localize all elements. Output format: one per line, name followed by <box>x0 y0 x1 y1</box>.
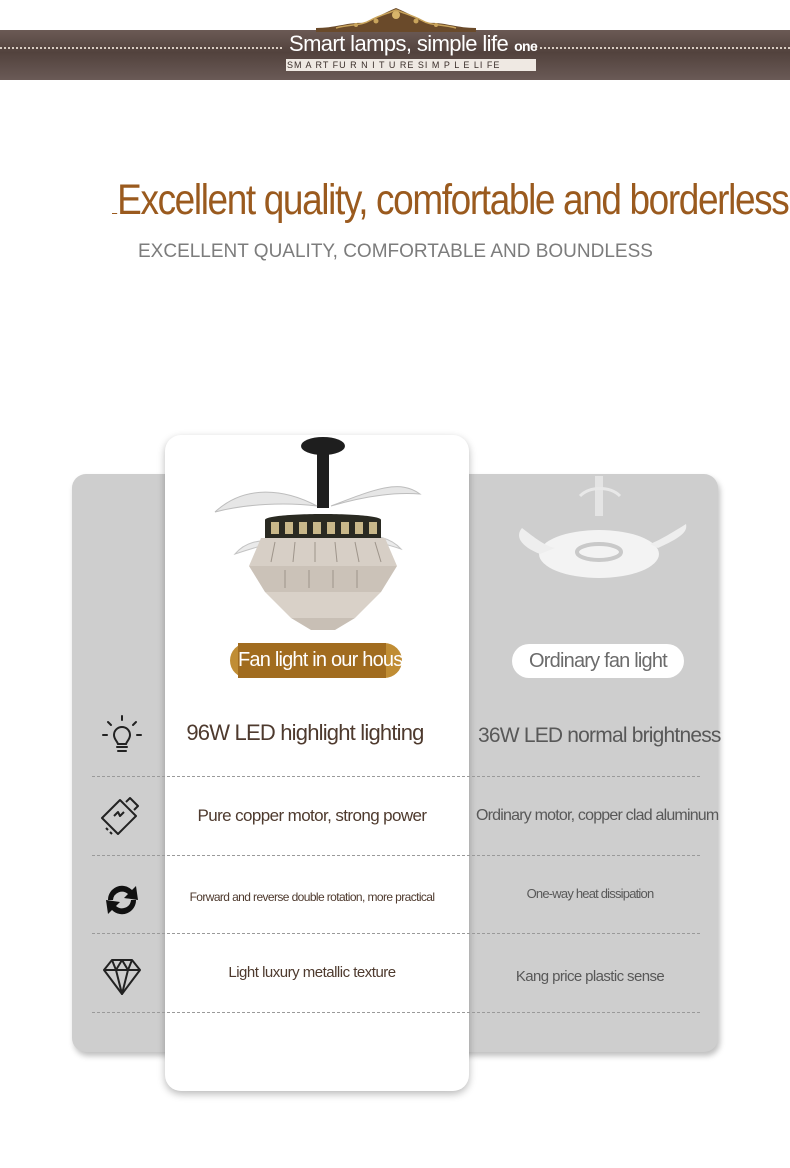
ornament-icon <box>316 4 476 34</box>
banner-title-text: Smart lamps, simple life <box>289 31 509 56</box>
crystal-fan-lamp-image <box>205 434 430 634</box>
our-feature-lighting: 96W LED highlight lighting <box>186 720 424 745</box>
page-title-text: Excellent quality, comfortable and borderless <box>117 176 789 224</box>
our-feature-texture: Light luxury metallic texture <box>228 964 396 981</box>
ordinary-feature-texture: Kang price plastic sense <box>515 968 665 985</box>
our-feature-rotation: Forward and reverse double rotation, more practical <box>189 890 435 904</box>
row-divider <box>92 776 700 777</box>
our-product-badge <box>230 643 413 678</box>
banner-dotted-line-right <box>535 47 790 49</box>
ordinary-product-label: Ordinary fan light <box>512 644 684 678</box>
light-bulb-icon <box>100 713 144 757</box>
row-divider <box>92 933 700 934</box>
diamond-icon <box>100 954 144 998</box>
row-divider <box>92 855 700 856</box>
our-feature-motor: Pure copper motor, strong power <box>197 806 427 825</box>
banner-title-suffix: one <box>514 38 538 54</box>
page-title <box>112 176 789 228</box>
motor-icon <box>98 794 142 838</box>
rotation-icon <box>100 878 144 922</box>
ordinary-feature-lighting: 36W LED normal brightness <box>478 724 721 747</box>
row-divider <box>92 1012 700 1013</box>
banner-title <box>289 31 538 61</box>
ordinary-feature-motor: Ordinary motor, copper clad aluminum <box>476 807 719 824</box>
ordinary-feature-rotation: One-way heat dissipation <box>526 886 654 901</box>
banner-subtitle: SM A RT FU R N I T U RE SI M P L E LI FE <box>286 59 536 71</box>
ordinary-fan-lamp-image <box>510 476 690 586</box>
our-product-label: Fan light in our house <box>238 643 386 678</box>
header-banner <box>0 0 790 80</box>
banner-dotted-line-left <box>0 47 282 49</box>
page-subtitle: EXCELLENT QUALITY, COMFORTABLE AND BOUNDLESS <box>138 241 653 262</box>
